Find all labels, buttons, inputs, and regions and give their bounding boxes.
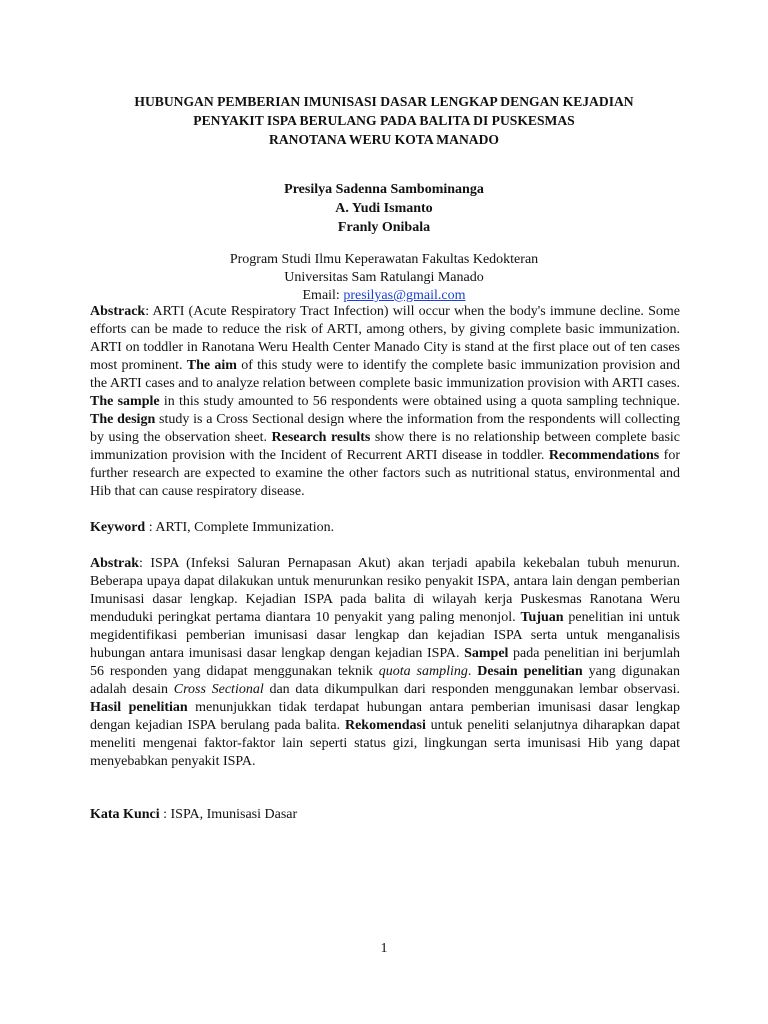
abstract-id-text: penelitian ini untuk megidentifikasi pemberian imunisasi dasar lengkap dan kejadian ISPA serta untuk menganalisis hubungan antara imunisasi dasar lengkap dengan kejadian ISPA. — [90, 610, 681, 661]
keyword-english — [90, 519, 680, 537]
author-2: A. Yudi Ismanto — [335, 201, 433, 216]
abstract-id-results-label: Hasil penelitian — [90, 700, 188, 715]
abstract-en-text: study is a Cross Sectional design where the information from the respondents will collecting by using the observation sheet. — [90, 412, 680, 445]
abstract-en-text: : ARTI (Acute Respiratory Tract Infection) will occur when the body's immune decline. Some efforts can be made to reduce the risk of ARTI, among others, by giving complete basic immunization. ARTI on toddler in Ranotana Weru Health Center Manado City is stand at the first place out of ten cases most prominent. — [90, 304, 680, 373]
abstract-en-aim-label: The aim — [186, 358, 237, 373]
abstract-id-text: yang digunakan adalah desain — [90, 664, 681, 697]
abstract-id-design-label: Desain penelitian — [477, 664, 583, 679]
keyword-en-text: : ARTI, Complete Immunization. — [145, 520, 335, 535]
abstract-en-sample-label: The sample — [90, 394, 160, 409]
abstract-id-label: Abstrak — [90, 556, 140, 571]
keyword-en-label: Keyword — [90, 520, 146, 535]
abstract-en-results-label: Research results — [271, 430, 371, 445]
abstract-id-text: untuk peneliti selanjutnya diharapkan dapat meneliti mengenai faktor-faktor lain seperti status gizi, lingkungan serta imunisasi Hib yang dapat menyebabkan penyakit ISPA. — [90, 718, 681, 769]
abstract-id-text: . — [467, 664, 478, 679]
affiliation — [90, 251, 678, 305]
email-label: Email: — [302, 288, 344, 303]
abstract-en-text: for further research are expected to examine the other factors such as nutritional status, environmental and Hib that can cause respiratory disease. — [90, 448, 680, 499]
email-link[interactable]: presilyas@gmail.com — [343, 288, 466, 303]
abstract-en-design-label: The design — [90, 412, 156, 427]
abstract-id-rec-label: Rekomendasi — [344, 718, 426, 733]
abstract-en-rec-label: Recommendations — [548, 448, 660, 463]
page-number: 1 — [380, 941, 388, 956]
keyword-indonesian — [90, 806, 680, 824]
abstract-id-aim-label: Tujuan — [520, 610, 564, 625]
keyword-id-label: Kata Kunci — [90, 807, 160, 822]
abstract-id-quota-term: quota sampling — [378, 664, 468, 679]
abstract-en-text: of this study were to identify the complete basic immunization provision and the ARTI cases and to analyze relation between complete basic immunization provision with ARTI cases. — [90, 358, 680, 391]
abstract-en-label: Abstrack — [90, 304, 146, 319]
abstract-english — [90, 303, 680, 501]
abstract-id-text: menunjukkan tidak terdapat hubungan antara pemberian imunisasi dasar lengkap dengan kejadian ISPA berulang pada balita. — [90, 700, 680, 733]
author-1: Presilya Sadenna Sambominanga — [284, 182, 484, 197]
abstract-en-text: show there is no relationship between complete basic immunization provision with the Incident of Recurrent ARTI disease in toddler. — [90, 430, 680, 463]
title-line-2: PENYAKIT ISPA BERULANG PADA BALITA DI PUSKESMAS — [193, 113, 575, 128]
keyword-id-text: : ISPA, Imunisasi Dasar — [159, 807, 298, 822]
paper-title — [90, 92, 678, 149]
title-line-1: HUBUNGAN PEMBERIAN IMUNISASI DASAR LENGKAP DENGAN KEJADIAN — [134, 94, 634, 109]
abstract-id-text: pada penelitian ini berjumlah 56 responden yang didapat menggunakan teknik — [90, 646, 680, 679]
title-line-3: RANOTANA WERU KOTA MANADO — [269, 132, 499, 147]
abstract-id-sample-label: Sampel — [464, 646, 509, 661]
abstract-id-cross-term: Cross Sectional — [173, 682, 264, 697]
abstract-id-text: dan data dikumpulkan dari responden menggunakan lembar observasi. — [263, 682, 681, 697]
affiliation-university: Universitas Sam Ratulangi Manado — [284, 270, 484, 285]
affiliation-program: Program Studi Ilmu Keperawatan Fakultas Kedokteran — [229, 252, 539, 267]
abstract-indonesian — [90, 555, 680, 771]
author-list — [90, 180, 678, 237]
abstract-id-text: : ISPA (Infeksi Saluran Pernapasan Akut) akan terjadi apabila kekebalan tubuh menurun. Beberapa upaya dapat dilakukan untuk menurunkan resiko penyakit ISPA, antara lain dengan pemberian Imunisasi dasar lengkap. Kejadian ISPA pada balita di wilayah kerja Puskesmas Ranotana Weru menduduki peringkat pertama diantara 10 penyakit yang paling menonjol. — [90, 556, 680, 625]
author-3: Franly Onibala — [337, 220, 431, 235]
abstract-en-text: in this study amounted to 56 respondents were obtained using a quota sampling technique. — [159, 394, 680, 409]
